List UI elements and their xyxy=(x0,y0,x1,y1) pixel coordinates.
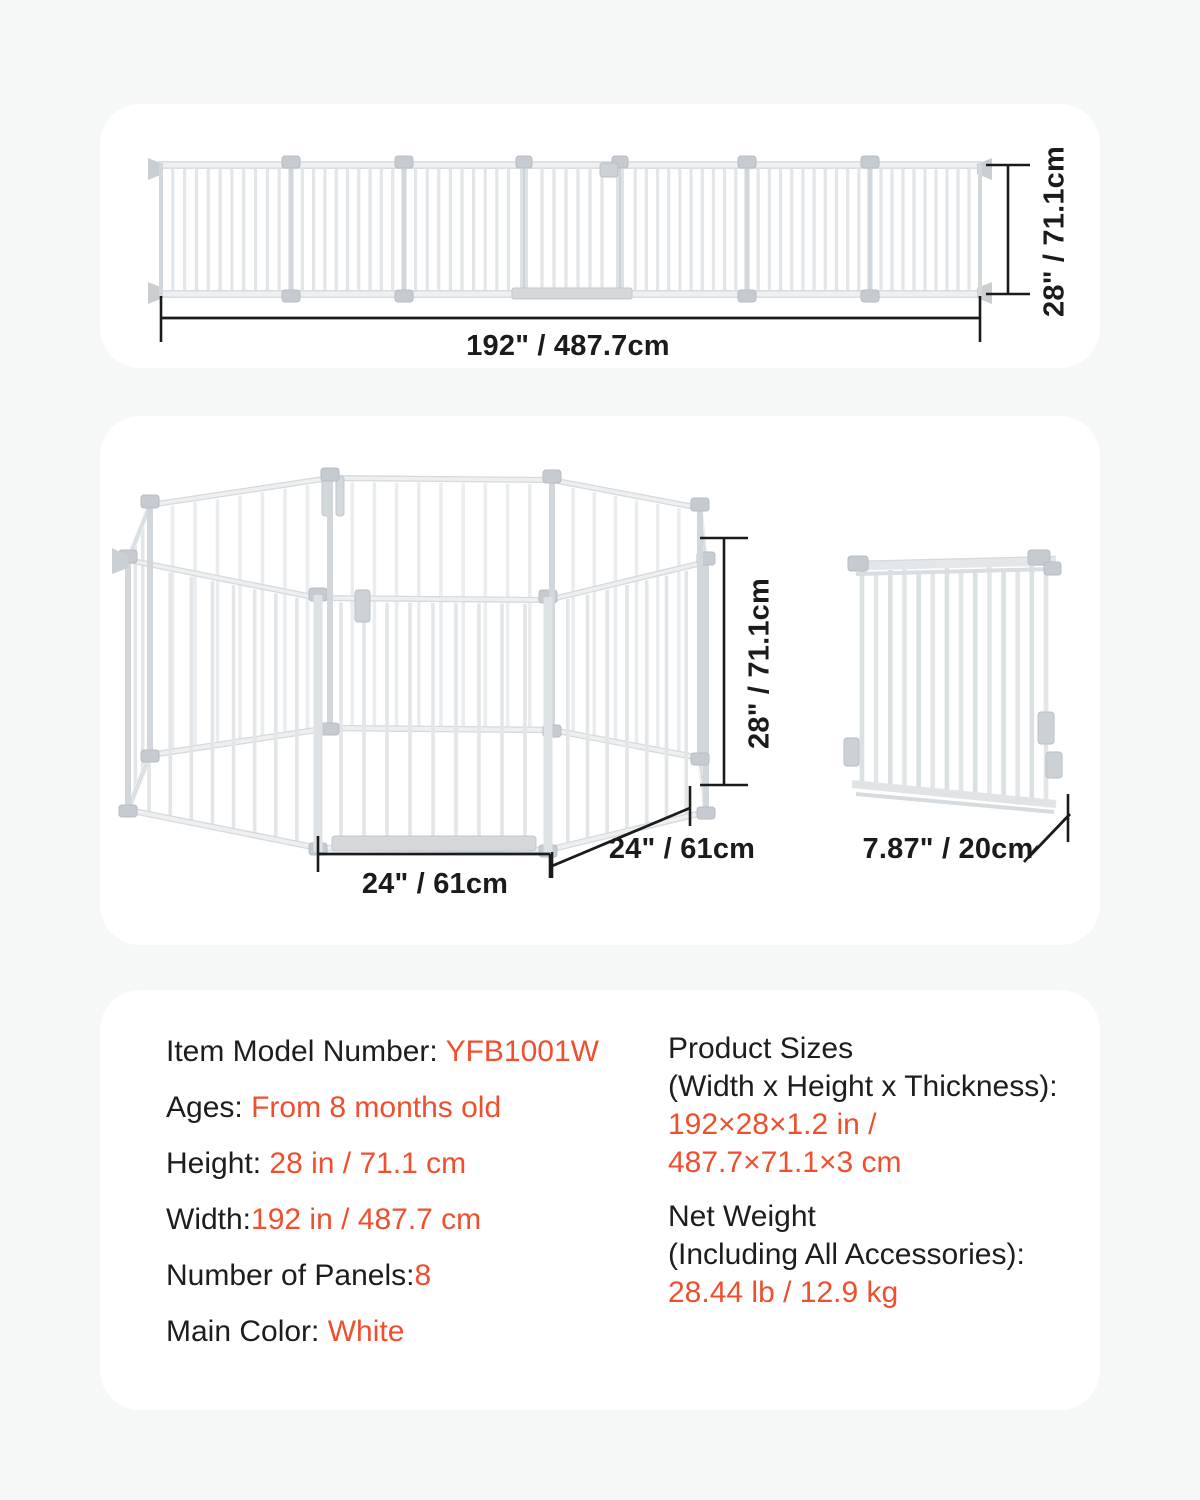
spec-model-number-value: YFB1001W xyxy=(445,1035,599,1068)
spec-net-weight-subtitle: (Including All Accessories): xyxy=(668,1238,1025,1271)
spec-main-color-value: White xyxy=(327,1315,405,1348)
unfolded-gate-drawing xyxy=(100,104,1100,368)
spec-product-sizes xyxy=(668,1030,1058,1182)
spec-width-label: Width: xyxy=(166,1203,252,1236)
spec-model-number xyxy=(166,1024,599,1080)
spec-column-left xyxy=(166,1024,599,1360)
card-playpen-diagram xyxy=(100,416,1100,945)
spec-model-number-label: Item Model Number: xyxy=(166,1035,446,1068)
spec-net-weight-value: 28.44 lb / 12.9 kg xyxy=(668,1276,899,1309)
gate-height-dimension-label: 28" / 71.1cm xyxy=(1038,146,1071,317)
playpen-front-width-dimension-label: 24" / 61cm xyxy=(361,868,509,900)
spec-number-of-panels xyxy=(166,1248,599,1304)
gate-width-dimension-label: 192" / 487.7cm xyxy=(466,330,670,362)
spec-main-color-label: Main Color: xyxy=(166,1315,328,1348)
spec-product-sizes-title: Product Sizes xyxy=(668,1032,854,1065)
spec-height xyxy=(166,1136,599,1192)
card-specifications xyxy=(100,990,1100,1410)
spec-width-value: 192 in / 487.7 cm xyxy=(251,1203,482,1236)
spec-ages xyxy=(166,1080,599,1136)
spec-net-weight-title: Net Weight xyxy=(668,1200,816,1233)
card-unfolded-gate-diagram xyxy=(100,104,1100,368)
spec-number-of-panels-label: Number of Panels: xyxy=(166,1259,415,1292)
spec-product-sizes-subtitle: (Width x Height x Thickness): xyxy=(668,1070,1058,1103)
spec-product-sizes-value-in: 192×28×1.2 in / xyxy=(668,1108,877,1141)
spec-net-weight xyxy=(668,1198,1058,1312)
spec-ages-value: From 8 months old xyxy=(251,1091,502,1124)
folded-thickness-dimension-label: 7.87" / 20cm xyxy=(862,833,1034,865)
spec-number-of-panels-value: 8 xyxy=(414,1259,432,1292)
playpen-side-width-dimension-label: 24" / 61cm xyxy=(608,833,756,865)
spec-height-label: Height: xyxy=(166,1147,270,1180)
playpen-height-dimension-label: 28" / 71.1cm xyxy=(743,578,776,749)
spec-ages-label: Ages: xyxy=(166,1091,252,1124)
spec-height-value: 28 in / 71.1 cm xyxy=(269,1147,467,1180)
spec-product-sizes-value-cm: 487.7×71.1×3 cm xyxy=(668,1146,902,1179)
spec-main-color xyxy=(166,1304,599,1360)
spec-column-right xyxy=(668,1030,1058,1328)
spec-width xyxy=(166,1192,599,1248)
